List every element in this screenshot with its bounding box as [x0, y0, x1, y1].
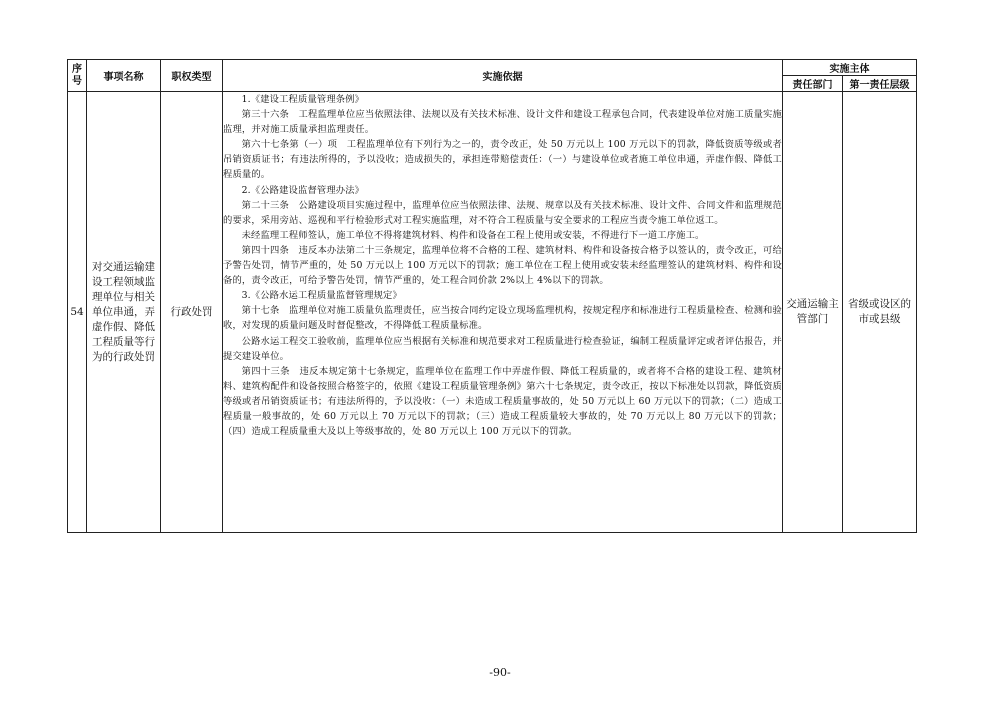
page-number: -90- — [489, 666, 511, 679]
header-item-name: 事项名称 — [87, 60, 161, 92]
basis-paragraph: 第四十三条 违反本规定第十七条规定，监理单位在监理工作中弄虚作假、降低工程质量的，或者将不合格的建设工程、建筑材料、建筑构配件和设备按照合格签字的，依照《建设工程质量管理条例》第六十七条规定，责令改正，按以下标准处以罚款，降低资质等级或者吊销资质证书；有违法所得的，予以没收：（一）未造成工程质量事故的，处 50 万元以上 60 万元以下的罚款；（二）造成工程质量一般事故的，处 60 万元以上 70 万元以下的罚款；（三）造成工程质量较大事故的，处 70 万元以上 80 万元以下的罚款；（四）造成工程质量重大及以上等级事故的，处 80 万元以上 100 万元以下的罚款。 — [223, 365, 782, 438]
basis-paragraph: 3.《公路水运工程质量监督管理规定》 — [241, 290, 402, 302]
basis-paragraph: 第六十七条第（一）项 工程监理单位有下列行为之一的，责令改正，处 50 万元以上 100 万元以下的罚款，降低资质等级或者吊销资质证书；有违法所得的，予以没收；造成损失的，承担连带赔偿责任：（一）与建设单位或者施工单位串通，弄虚作假、降低工程质量的。 — [223, 139, 782, 181]
basis-paragraph: 1.《建设工程质量管理条例》 — [241, 94, 365, 105]
header-seq: 序号 — [68, 60, 87, 92]
table-row — [68, 92, 917, 533]
row-level: 省级或设区的市或县级 — [843, 92, 917, 533]
basis-paragraph: 第二十三条 公路建设项目实施过程中，监理单位应当依照法律、法规、规章以及有关技术标准、设计文件、合同文件和监理规范的要求，采用旁站、巡视和平行检验形式对工程实施监理，对不符合工程质量与安全要求的工程应当责令施工单位返工。 — [223, 199, 782, 226]
row-seq: 54 — [68, 92, 87, 533]
header-level: 第一责任层级 — [843, 76, 917, 92]
basis-paragraph: 第四十四条 违反本办法第二十三条规定，监理单位将不合格的工程、建筑材料、构件和设备按合格予以签认的，责令改正，可给予警告处罚，情节严重的，处 50 万元以上 100 万元以下的罚款；施工单位在工程上使用或安装未经监理签认的建筑材料、构件和设备的，责令改正，可给予警告处罚，情节严重的，处工程合同价款 2%以上 4%以下的罚款。 — [223, 244, 782, 287]
basis-paragraph: 公路水运工程交工验收前，监理单位应当根据有关标准和规范要求对工程质量进行检查验证，编制工程质量评定或者评估报告，并提交建设单位。 — [223, 335, 782, 362]
row-basis — [223, 92, 783, 533]
basis-paragraph: 2.《公路建设监督管理办法》 — [241, 184, 365, 196]
row-power-type: 行政处罚 — [161, 92, 223, 533]
enforcement-table — [67, 59, 917, 533]
basis-paragraph: 第三十六条 工程监理单位应当依照法律、法规以及有关技术标准、设计文件和建设工程承包合同，代表建设单位对施工质量实施监理，并对施工质量承担监理责任。 — [223, 109, 782, 136]
row-dept: 交通运输主管部门 — [783, 92, 843, 533]
basis-paragraph: 未经监理工程师签认，施工单位不得将建筑材料、构件和设备在工程上使用或安装，不得进行下一道工序施工。 — [241, 229, 705, 241]
header-subject: 实施主体 — [783, 60, 917, 76]
basis-paragraph: 第十七条 监理单位对施工质量负监理责任，应当按合同约定设立现场监理机构，按规定程序和标准进行工程质量检查、检测和验收，对发现的质量问题及时督促整改，不得降低工程质量标准。 — [223, 305, 782, 332]
header-dept: 责任部门 — [783, 76, 843, 92]
header-basis: 实施依据 — [223, 60, 783, 92]
row-item-name: 对交通运输建设工程领域监理单位与相关单位串通，弄虚作假、降低工程质量等行为的行政处罚 — [87, 92, 161, 533]
header-power-type: 职权类型 — [161, 60, 223, 92]
